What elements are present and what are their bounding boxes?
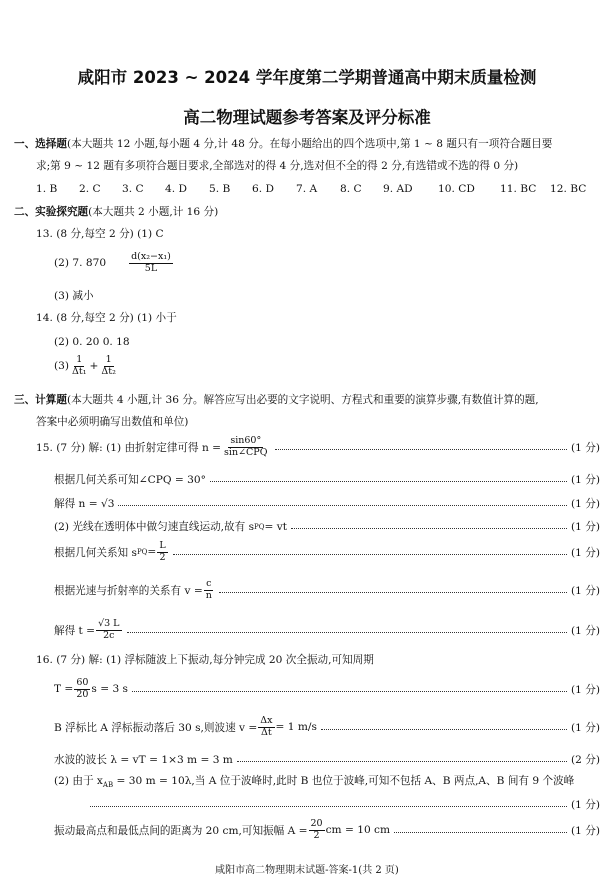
q15-l5-sub: PQ (136, 548, 148, 557)
score: (1 分) (571, 584, 600, 597)
q14-3-frac2 (99, 355, 118, 378)
q16-line3 (54, 716, 600, 739)
q15-l4-tail: = vt (264, 520, 287, 533)
section2-heading (14, 206, 218, 219)
q15-l2-text: 根据几何关系可知∠CPQ = 30° (54, 474, 206, 486)
q14-head: 14. (8 分,每空 2 分) (1) 小于 (36, 312, 177, 324)
q14-3-den2: Δt₂ (101, 365, 116, 377)
page-title: 咸阳市 2023 ~ 2024 学年度第二学期普通高中期末质量检测 (77, 68, 537, 87)
q14-3-den1: Δt₁ (72, 365, 87, 377)
q15-l1-text: 15. (7 分) 解: (1) 由折射定律可得 n = (36, 441, 222, 454)
q14-3-pre: (3) (54, 360, 70, 373)
section3-desc-b: 答案中必须明确写出数值和单位) (36, 416, 189, 428)
q13-part3: (3) 减小 (54, 290, 94, 302)
leader-dots (173, 554, 567, 555)
q16-l3-frac (258, 716, 274, 739)
q16-l7-frac (309, 819, 325, 842)
q13-2-value: (2) 7. 870 (54, 257, 107, 270)
q15-l7-den: 2c (103, 629, 115, 641)
q15-line7 (54, 619, 600, 642)
answer-3: 3. C (122, 183, 144, 195)
q15-l5-text: 根据几何关系知 s (54, 546, 137, 559)
q16-l5-sub: AB (102, 781, 114, 790)
q16-line4 (54, 752, 600, 767)
score: (2 分) (571, 754, 600, 766)
q15-l7-frac (96, 619, 121, 642)
leader-dots (132, 691, 567, 692)
answer-8: 8. C (340, 183, 362, 195)
score: (1 分) (571, 498, 600, 510)
leader-dots (275, 449, 568, 450)
q13-2-den: 5L (144, 262, 158, 274)
q15-l7-text: 解得 t = (54, 624, 96, 637)
q16-l5-pre: (2) 由于 x (54, 775, 103, 787)
q16-l2-pre: T = (54, 683, 74, 696)
score: (1 分) (571, 441, 600, 454)
section3-desc-a: (本大题共 4 小题,计 36 分。解答应写出必要的文字说明、方程式和重要的演算步骤,有数值计算的题, (66, 394, 539, 406)
q16-l7-pre: 振动最高点和最低点间的距离为 20 cm,可知振幅 A = (54, 824, 308, 837)
score: (1 分) (571, 799, 600, 811)
leader-dots (118, 505, 567, 506)
answer-2: 2. C (79, 183, 101, 195)
q16-l2-num: 60 (76, 677, 89, 688)
score: (1 分) (571, 624, 600, 637)
answer-5: 5. B (209, 183, 231, 195)
q15-l5-num: L (159, 540, 166, 551)
q15-l6-frac (204, 579, 214, 602)
q16-l2-post: s = 3 s (91, 683, 128, 696)
section2-desc: (本大题共 2 小题,计 16 分) (88, 206, 219, 218)
q15-l7-num: √3 L (98, 618, 120, 629)
section3-heading (14, 394, 539, 407)
q16-l3-num: Δx (260, 715, 273, 726)
q13-part2 (54, 252, 174, 275)
q15-line1 (36, 436, 600, 459)
section1-desc-a: (本大题共 12 小题,每小题 4 分,计 48 分。在每小题给出的四个选项中,第 1 ~ 8 题只有一项符合题目要 (66, 138, 553, 150)
q14-3-num1: 1 (76, 354, 83, 365)
q15-line2 (54, 472, 600, 487)
score: (1 分) (571, 683, 600, 696)
q16-line5 (54, 775, 574, 790)
q15-l6-text: 根据光速与折射率的关系有 v = (54, 584, 203, 597)
q16-l2-frac (74, 678, 90, 701)
q14-part2: (2) 0. 20 0. 18 (54, 336, 130, 348)
score: (1 分) (571, 546, 600, 559)
q16-l7-num: 20 (310, 818, 323, 829)
q15-l4-sub: PQ (254, 522, 265, 531)
q15-l5-frac (157, 541, 167, 564)
score: (1 分) (571, 824, 600, 837)
q15-line5 (54, 541, 600, 564)
q16-l5-post: = 30 m = 10λ,当 A 位于波峰时,此时 B 也位于波峰,可知不包括 A、B 两点,A、B 间有 9 个波峰 (113, 775, 575, 787)
section3-label: 三、计算题 (14, 394, 67, 406)
q16-l3-den: Δt (261, 726, 272, 738)
score: (1 分) (571, 521, 600, 533)
answer-6: 6. D (252, 183, 274, 195)
leader-dots (321, 729, 567, 730)
q16-line7 (54, 819, 600, 842)
section1-desc-b: 求;第 9 ~ 12 题有多项符合题目要求,全部选对的得 4 分,选对但不全的得 2 分,有选错或不选的得 0 分) (36, 160, 519, 172)
q15-l1-num: sin60° (230, 435, 262, 446)
section2-label: 二、实验探究题 (14, 206, 89, 218)
answer-9: 9. AD (383, 183, 413, 195)
score: (1 分) (571, 474, 600, 486)
q16-l4-text: 水波的波长 λ = vT = 1×3 m = 3 m (54, 754, 233, 766)
page-footer: 咸阳市高二物理期末试题-答案-1(共 2 页) (215, 865, 399, 876)
q13-2-num: d(x₂−x₁) (131, 251, 171, 262)
q15-line6 (54, 579, 600, 602)
q14-3-frac1 (70, 355, 89, 378)
answer-4: 4. D (165, 183, 187, 195)
leader-dots (394, 832, 567, 833)
q16-l3-pre: B 浮标比 A 浮标振动落后 30 s,则波速 v = (54, 721, 258, 734)
q15-l3-text: 解得 n = √3 (54, 498, 115, 510)
answer-7: 7. A (296, 183, 318, 195)
q13-head: 13. (8 分,每空 2 分) (1) C (36, 228, 164, 240)
score: (1 分) (571, 721, 600, 734)
leader-dots (210, 481, 567, 482)
answer-10: 10. CD (438, 183, 475, 195)
q15-l5-den: 2 (159, 551, 166, 563)
q16-line2 (54, 678, 600, 701)
q14-part3 (54, 355, 119, 378)
q15-l4-text: (2) 光线在透明体中做匀速直线运动,故有 s (54, 521, 255, 533)
q16-line1: 16. (7 分) 解: (1) 浮标随波上下振动,每分钟完成 20 次全振动,可知周期 (36, 654, 374, 666)
q15-line3 (54, 496, 600, 511)
q15-l1-frac (222, 436, 269, 459)
leader-dots (127, 632, 568, 633)
q16-line6 (54, 797, 600, 812)
q14-3-plus: + (89, 360, 99, 373)
leader-dots (219, 592, 567, 593)
q15-l6-num: c (206, 578, 212, 589)
q16-l7-den: 2 (313, 829, 320, 841)
leader-dots (237, 761, 567, 762)
answer-12: 12. BC (550, 183, 587, 195)
leader-dots (90, 806, 567, 807)
q16-l3-post: = 1 m/s (275, 721, 317, 734)
q16-l2-den: 20 (76, 688, 89, 700)
q16-l7-post: cm = 10 cm (325, 824, 391, 837)
answer-1: 1. B (36, 183, 58, 195)
leader-dots (291, 528, 567, 529)
page-subtitle: 高二物理试题参考答案及评分标准 (183, 108, 431, 127)
q14-3-num2: 1 (105, 354, 112, 365)
q15-l6-den: n (205, 589, 212, 601)
section1-heading (14, 138, 552, 151)
q13-2-formula (129, 252, 173, 275)
section1-label: 一、选择题 (14, 138, 67, 150)
answer-11: 11. BC (500, 183, 537, 195)
q15-l5-eq: = (147, 546, 157, 559)
q15-line4 (54, 519, 600, 534)
q15-l1-den: sin∠CPQ (224, 446, 268, 458)
